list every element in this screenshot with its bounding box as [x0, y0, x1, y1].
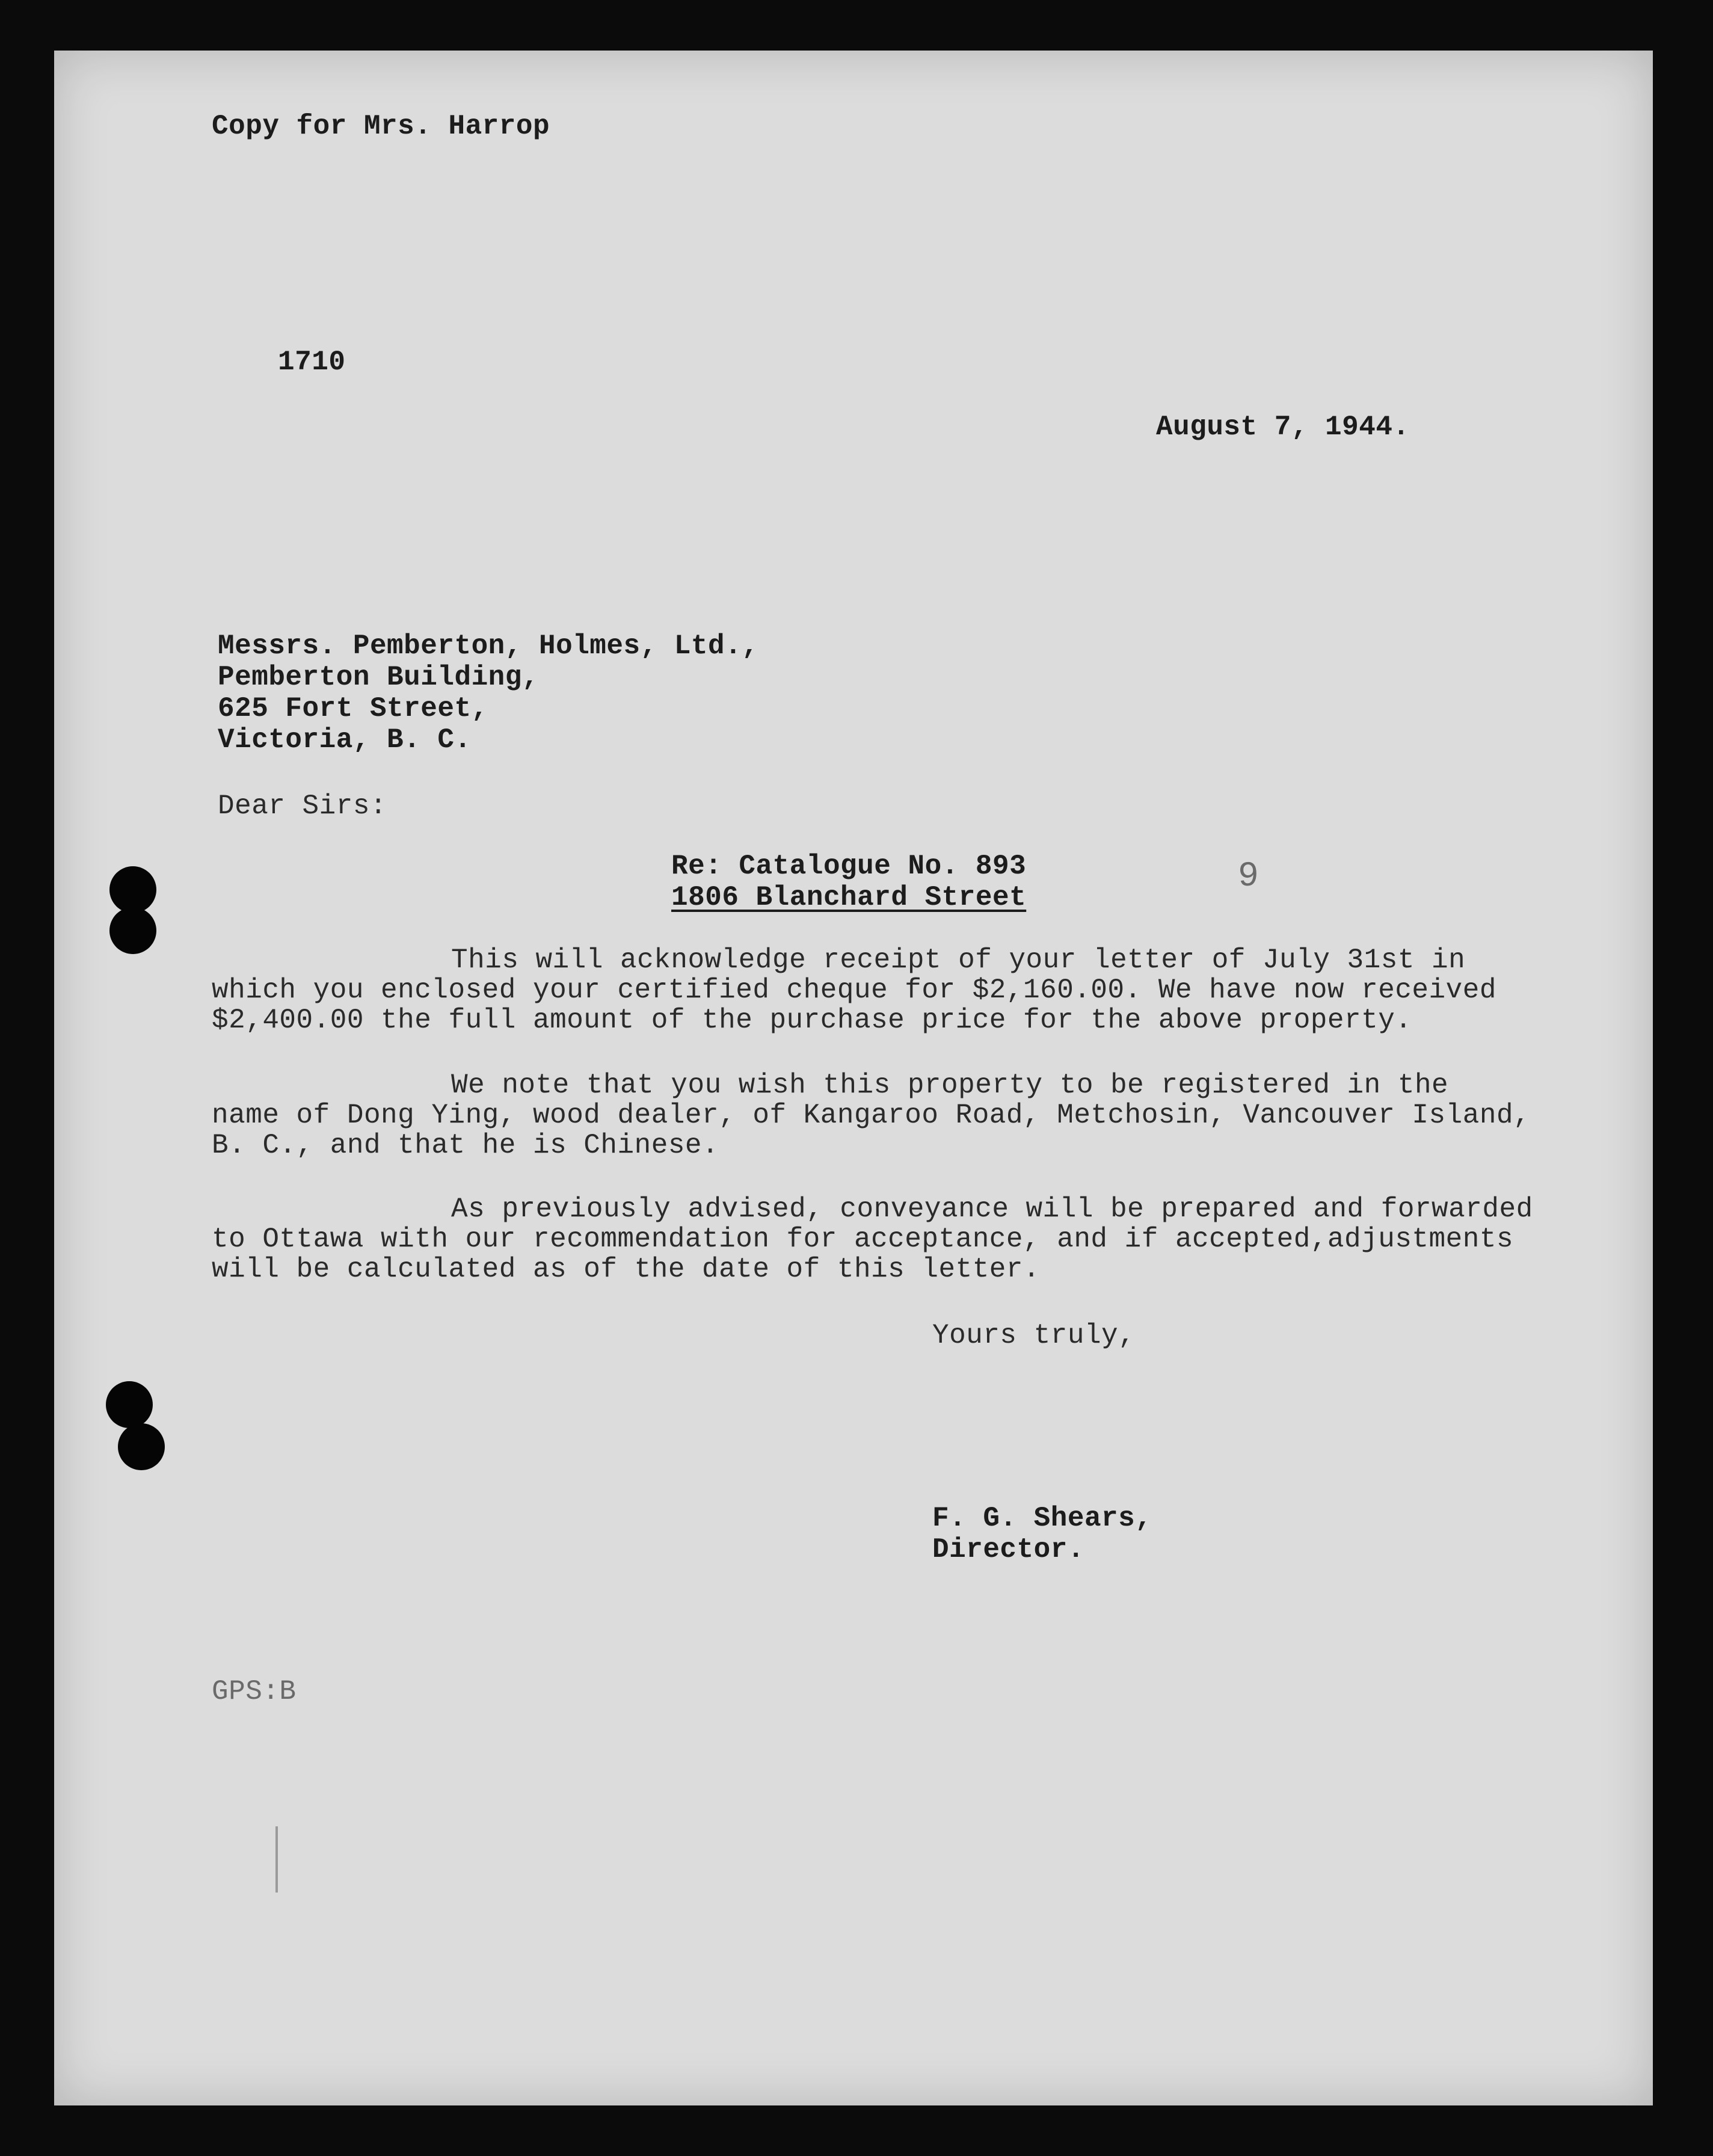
salutation: Dear Sirs: — [218, 790, 387, 822]
punch-hole-top-a — [109, 866, 156, 913]
body-p3-line-2: to Ottawa with our recommendation for acceptance, and if accepted,adjustments — [212, 1224, 1514, 1255]
addressee-line-3: 625 Fort Street, — [218, 693, 488, 724]
subject-line-2: 1806 Blanchard Street — [671, 882, 1027, 913]
body-p1-line-2: which you enclosed your certified cheque for $2,160.00. We have now received — [212, 975, 1496, 1006]
letter-date: August 7, 1944. — [1156, 411, 1410, 443]
body-p3-line-1: As previously advised, conveyance will be prepared and forwarded — [451, 1194, 1533, 1225]
punch-hole-bottom-b — [118, 1423, 165, 1470]
addressee-line-4: Victoria, B. C. — [218, 724, 472, 756]
margin-mark: 9 — [1238, 857, 1259, 896]
scan-artifact-line — [275, 1826, 278, 1893]
closing: Yours truly, — [932, 1320, 1136, 1351]
typist-initials: GPS:B — [212, 1676, 297, 1707]
signature-title: Director. — [932, 1534, 1084, 1565]
addressee-line-2: Pemberton Building, — [218, 662, 539, 693]
subject-line-1: Re: Catalogue No. 893 — [671, 851, 1027, 882]
body-p2-line-1: We note that you wish this property to be registered in the — [451, 1070, 1449, 1101]
addressee-line-1: Messrs. Pemberton, Holmes, Ltd., — [218, 630, 759, 662]
body-p1-line-3: $2,400.00 the full amount of the purchase price for the above property. — [212, 1005, 1412, 1036]
body-p2-line-3: B. C., and that he is Chinese. — [212, 1130, 719, 1161]
punch-hole-bottom-a — [106, 1381, 153, 1428]
body-p1-line-1: This will acknowledge receipt of your letter of July 31st in — [451, 944, 1466, 976]
punch-hole-top-b — [109, 907, 156, 954]
file-number: 1710 — [278, 346, 346, 378]
body-p2-line-2: name of Dong Ying, wood dealer, of Kangaroo Road, Metchosin, Vancouver Island, — [212, 1100, 1531, 1131]
signature-name: F. G. Shears, — [932, 1503, 1152, 1534]
letter-page — [54, 51, 1653, 2105]
copy-note: Copy for Mrs. Harrop — [212, 111, 550, 142]
body-p3-line-3: will be calculated as of the date of this letter. — [212, 1254, 1041, 1285]
